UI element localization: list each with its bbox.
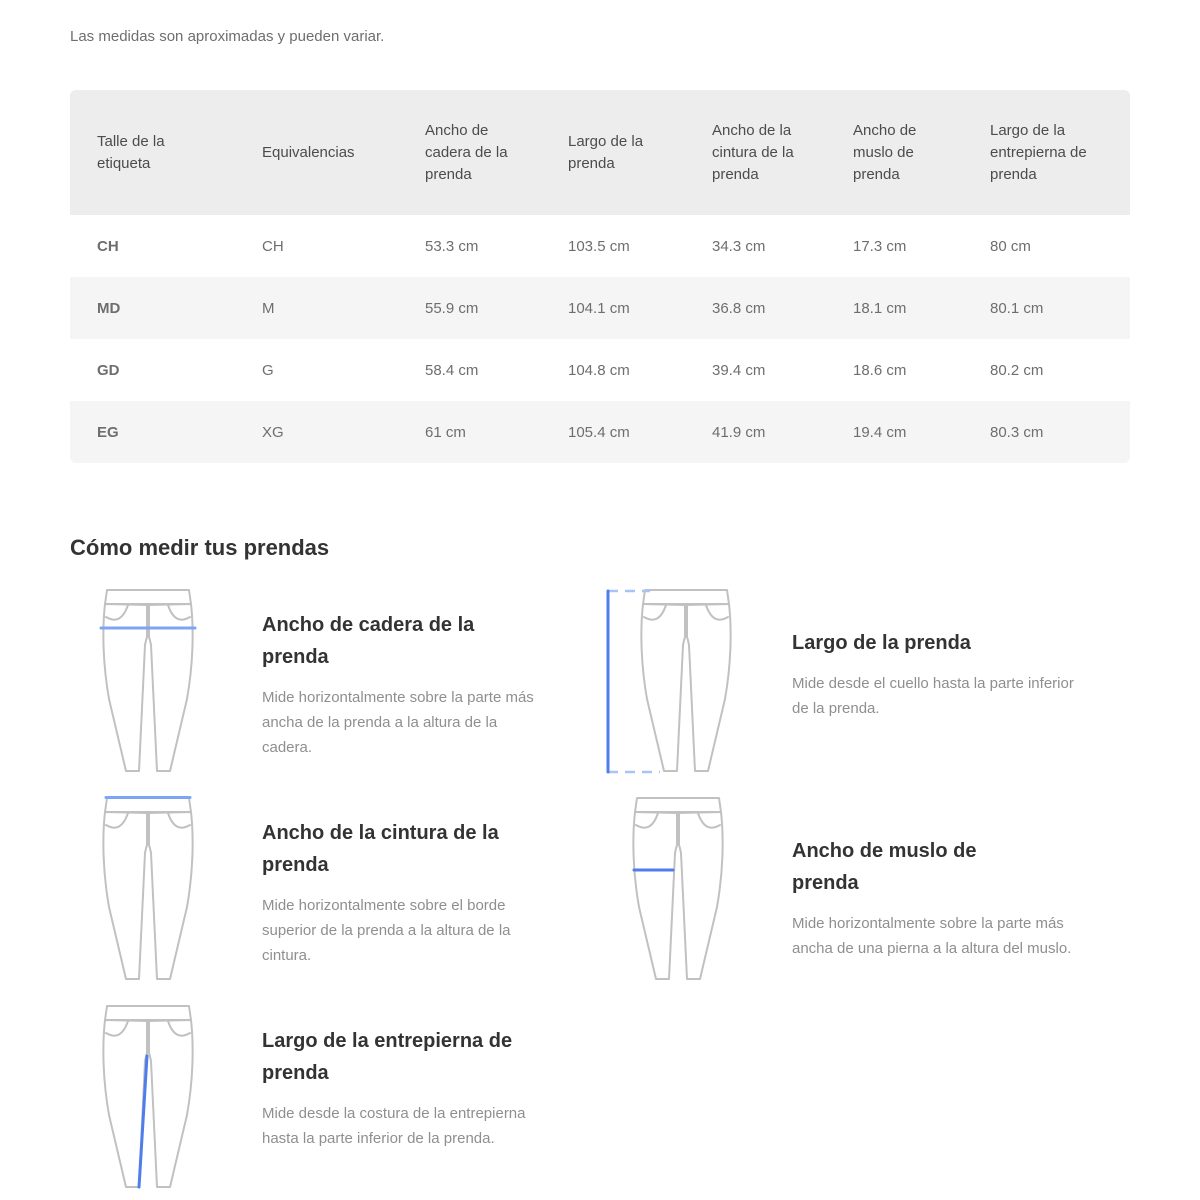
measure-item-description: Mide desde la costura de la entrepierna hasta la parte inferior de la prenda. [262,1105,526,1147]
measure-item-description: Mide horizontalmente sobre la parte más ancha de una pierna a la altura del muslo. [792,915,1072,957]
table-row-ch [70,215,1130,277]
measure-item-text [792,791,1077,961]
cell-largo: 104.1 cm [568,299,630,317]
cell-entrepierna: 80 cm [990,237,1031,255]
measure-item-description: Mide horizontalmente sobre el borde superior de la prenda a la altura de la cintura. [262,897,511,964]
cell-muslo: 17.3 cm [853,237,907,255]
cell-largo: 103.5 cm [568,237,630,255]
cell-cadera: 61 cm [425,423,466,441]
cell-equivalencia: CH [262,237,284,255]
measure-item-title: Ancho de muslo de prenda [792,840,977,894]
column-header-ancho-cintura: Ancho de la cintura de la prenda [712,121,794,183]
cell-cadera: 58.4 cm [425,361,479,379]
cell-entrepierna: 80.2 cm [990,361,1044,379]
cell-cadera: 55.9 cm [425,299,479,317]
measure-item-text [262,583,547,760]
cell-cintura: 39.4 cm [712,361,766,379]
cell-equivalencia: G [262,361,274,379]
measure-item-title: Largo de la entrepierna de prenda [262,1030,513,1084]
size-table [70,90,1130,463]
column-header-talle: Talle de la etiqueta [97,132,165,172]
measure-item-description: Mide desde el cuello hasta la parte inferior de la prenda. [792,675,1074,717]
pants-inseam-length-icon [70,999,230,1199]
cell-cintura: 34.3 cm [712,237,766,255]
cell-entrepierna: 80.1 cm [990,299,1044,317]
measurements-note: Las medidas son aproximadas y pueden variar. [70,28,385,45]
column-header-largo-prenda: Largo de la prenda [568,132,644,172]
measure-item-thigh-width [600,791,1130,991]
measure-item-hip-width [70,583,600,783]
table-row-gd [70,339,1130,401]
how-to-measure-title: Cómo medir tus prendas [70,535,330,560]
cell-largo: 105.4 cm [568,423,630,441]
pants-garment-length-icon [600,583,760,783]
measure-item-text [262,999,547,1151]
measure-item-garment-length [600,583,1130,783]
cell-cintura: 36.8 cm [712,299,766,317]
cell-equivalencia: M [262,299,275,317]
cell-size-label: EG [97,423,119,441]
measure-item-description: Mide horizontalmente sobre la parte más ancha de la prenda a la altura de la cadera. [262,689,534,756]
pants-hip-width-icon [70,583,230,783]
measure-item-title: Ancho de cadera de la prenda [262,614,475,668]
measure-item-title: Largo de la prenda [792,632,971,654]
cell-muslo: 19.4 cm [853,423,907,441]
how-to-measure-section [70,583,1130,1199]
cell-muslo: 18.1 cm [853,299,907,317]
column-header-equivalencias: Equivalencias [262,143,355,161]
cell-largo: 104.8 cm [568,361,630,379]
column-header-ancho-muslo: Ancho de muslo de prenda [853,121,917,183]
pants-waist-width-icon [70,791,230,991]
measure-item-text [262,791,547,968]
measure-item-text [792,583,1077,721]
cell-size-label: GD [97,361,120,379]
cell-size-label: CH [97,237,119,255]
table-row-eg [70,401,1130,463]
column-header-largo-entrepierna: Largo de la entrepierna de prenda [990,121,1087,183]
measure-item-title: Ancho de la cintura de la prenda [262,822,499,876]
pants-thigh-width-icon [600,791,760,991]
column-header-ancho-cadera: Ancho de cadera de la prenda [425,121,508,183]
measure-item-inseam-length [70,999,600,1199]
cell-entrepierna: 80.3 cm [990,423,1044,441]
size-table-header-row [70,90,1130,215]
cell-cintura: 41.9 cm [712,423,766,441]
cell-cadera: 53.3 cm [425,237,479,255]
cell-size-label: MD [97,299,121,317]
cell-muslo: 18.6 cm [853,361,907,379]
table-row-md [70,277,1130,339]
cell-equivalencia: XG [262,423,284,441]
measure-item-waist-width [70,791,600,991]
